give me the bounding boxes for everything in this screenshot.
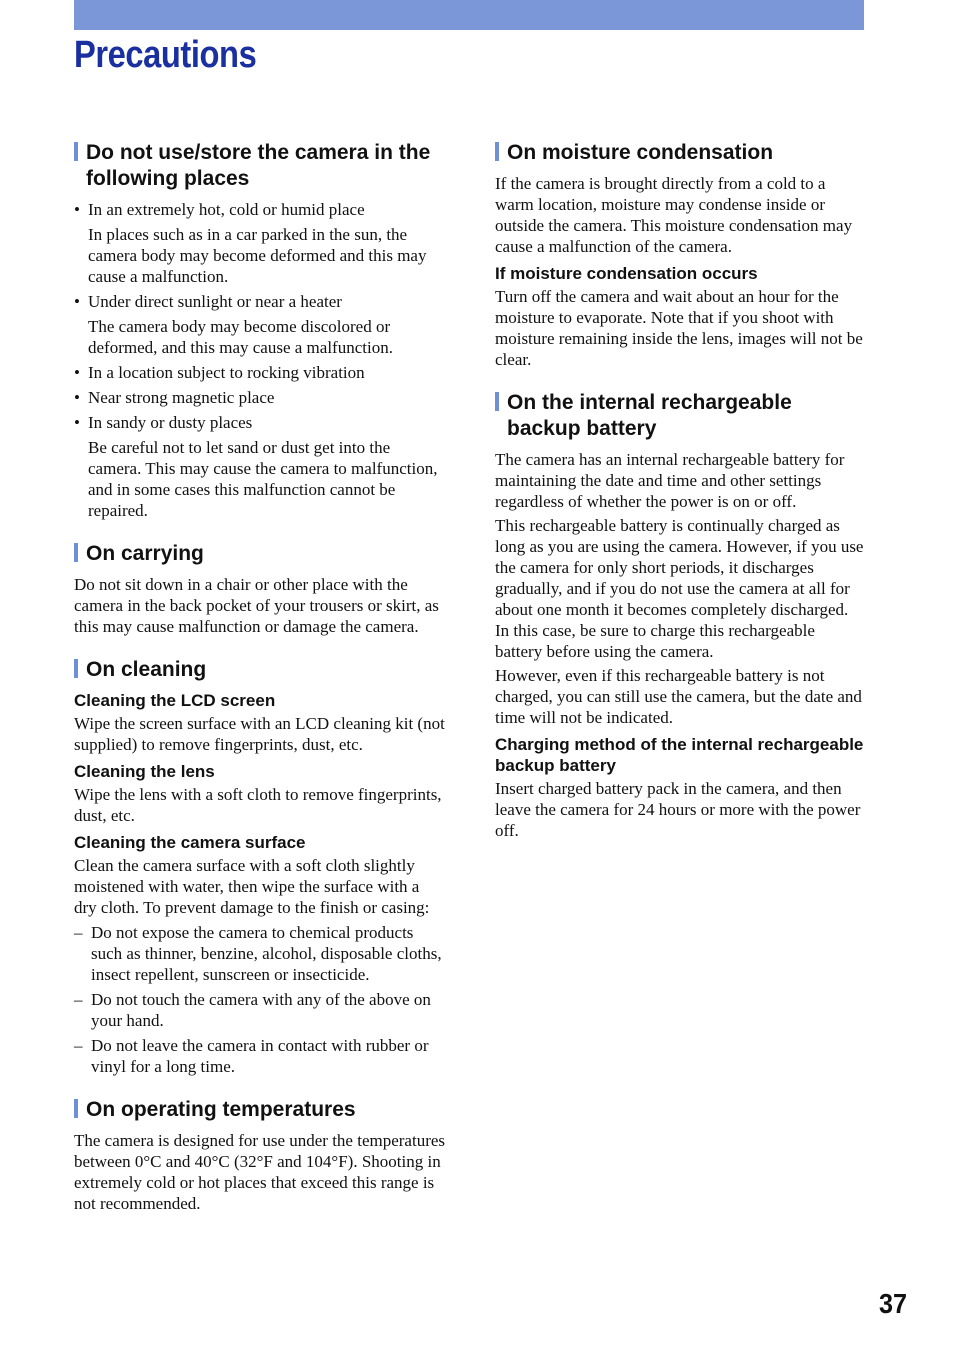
moisture-occurs-body: Turn off the camera and wait about an hour for the moisture to evaporate. Note that if you shoot with moisture remaining inside the lens, images will not be clear.: [495, 287, 863, 369]
section-backup-battery: [495, 390, 865, 841]
list-item: • In an extremely hot, cold or humid place: [74, 200, 365, 219]
section-title: On operating temperatures: [74, 1097, 446, 1123]
section-marker: [74, 543, 78, 562]
left-column: [74, 140, 446, 1234]
section-temperatures: [74, 1097, 446, 1214]
section-body: The camera is designed for use under the temperatures between 0°C and 40°C (32°F and 104°F). Shooting in extremely cold or hot places that exceed this range is not recommended.: [74, 1131, 446, 1213]
surface-body: Clean the camera surface with a soft cloth slightly moistened with water, then wipe the surface with a dry cloth. To prevent damage to the finish or casing:: [74, 856, 430, 917]
dash-item: – Do not leave the camera in contact with rubber or vinyl for a long time.: [74, 1036, 429, 1076]
header-bar: [74, 0, 864, 30]
section-carrying: [74, 541, 446, 637]
page-number: 37: [879, 1288, 908, 1319]
section-marker: [74, 1099, 78, 1118]
section-marker: [74, 659, 78, 678]
lcd-body: Wipe the screen surface with an LCD cleaning kit (not supplied) to remove fingerprints, dust, etc.: [74, 714, 445, 754]
list-item-description: The camera body may become discolored or deformed, and this may cause a malfunction.: [88, 317, 393, 357]
lens-body: Wipe the lens with a soft cloth to remove fingerprints, dust, etc.: [74, 785, 442, 825]
section-body: If the camera is brought directly from a cold to a warm location, moisture may condense inside or outside the camera. This moisture condensation may cause a malfunction of the camera.: [495, 174, 853, 256]
section-title: On the internal rechargeable backup battery: [495, 390, 865, 442]
section-cleaning: [74, 657, 446, 1077]
section-marker: [495, 142, 499, 161]
subheading-lcd: Cleaning the LCD screen: [74, 691, 276, 710]
section-marker: [495, 392, 499, 411]
section-title: Do not use/store the camera in the following places: [74, 140, 446, 192]
section-title: On moisture condensation: [495, 140, 865, 166]
page-title: Precautions: [74, 34, 257, 76]
section-store-places: [74, 140, 446, 521]
subheading-lens: Cleaning the lens: [74, 762, 215, 781]
section-moisture: [495, 140, 865, 370]
dash-item: – Do not expose the camera to chemical products such as thinner, benzine, alcohol, disposable cloths, insect repellent, sunscreen or insecticide.: [74, 923, 442, 984]
dash-item: – Do not touch the camera with any of the above on your hand.: [74, 990, 431, 1030]
right-column: [495, 140, 865, 861]
charging-body: Insert charged battery pack in the camera, and then leave the camera for 24 hours or more with the power off.: [495, 779, 861, 840]
section-title: On carrying: [74, 541, 446, 567]
list-item-description: Be careful not to let sand or dust get into the camera. This may cause the camera to malfunction, and in some cases this malfunction cannot be repaired.: [88, 438, 438, 520]
battery-paragraph: This rechargeable battery is continually charged as long as you are using the camera. However, if you use the camera for only short periods, it discharges gradually, and if you do not use the camera at all for about one month it becomes completely discharged. In this case, be sure to charge this rechargeable battery before using the camera.: [495, 516, 864, 661]
list-item: • In sandy or dusty places: [74, 413, 253, 432]
list-item: • Under direct sunlight or near a heater: [74, 292, 342, 311]
subheading-charging: Charging method of the internal rechargeable backup battery: [495, 735, 864, 775]
battery-paragraph: The camera has an internal rechargeable battery for maintaining the date and time and other settings regardless of whether the power is on or off.: [495, 450, 845, 511]
list-item: • In a location subject to rocking vibration: [74, 363, 365, 382]
section-title: On cleaning: [74, 657, 446, 683]
list-item-description: In places such as in a car parked in the sun, the camera body may become deformed and this may cause a malfunction.: [88, 225, 427, 286]
battery-paragraph: However, even if this rechargeable battery is not charged, you can still use the camera, but the date and time will not be indicated.: [495, 666, 862, 727]
section-marker: [74, 142, 78, 161]
subheading-surface: Cleaning the camera surface: [74, 833, 306, 852]
section-body: Do not sit down in a chair or other place with the camera in the back pocket of your trousers or skirt, as this may cause malfunction or damage the camera.: [74, 575, 439, 636]
list-item: • Near strong magnetic place: [74, 388, 275, 407]
subheading-moisture-occurs: If moisture condensation occurs: [495, 264, 758, 283]
